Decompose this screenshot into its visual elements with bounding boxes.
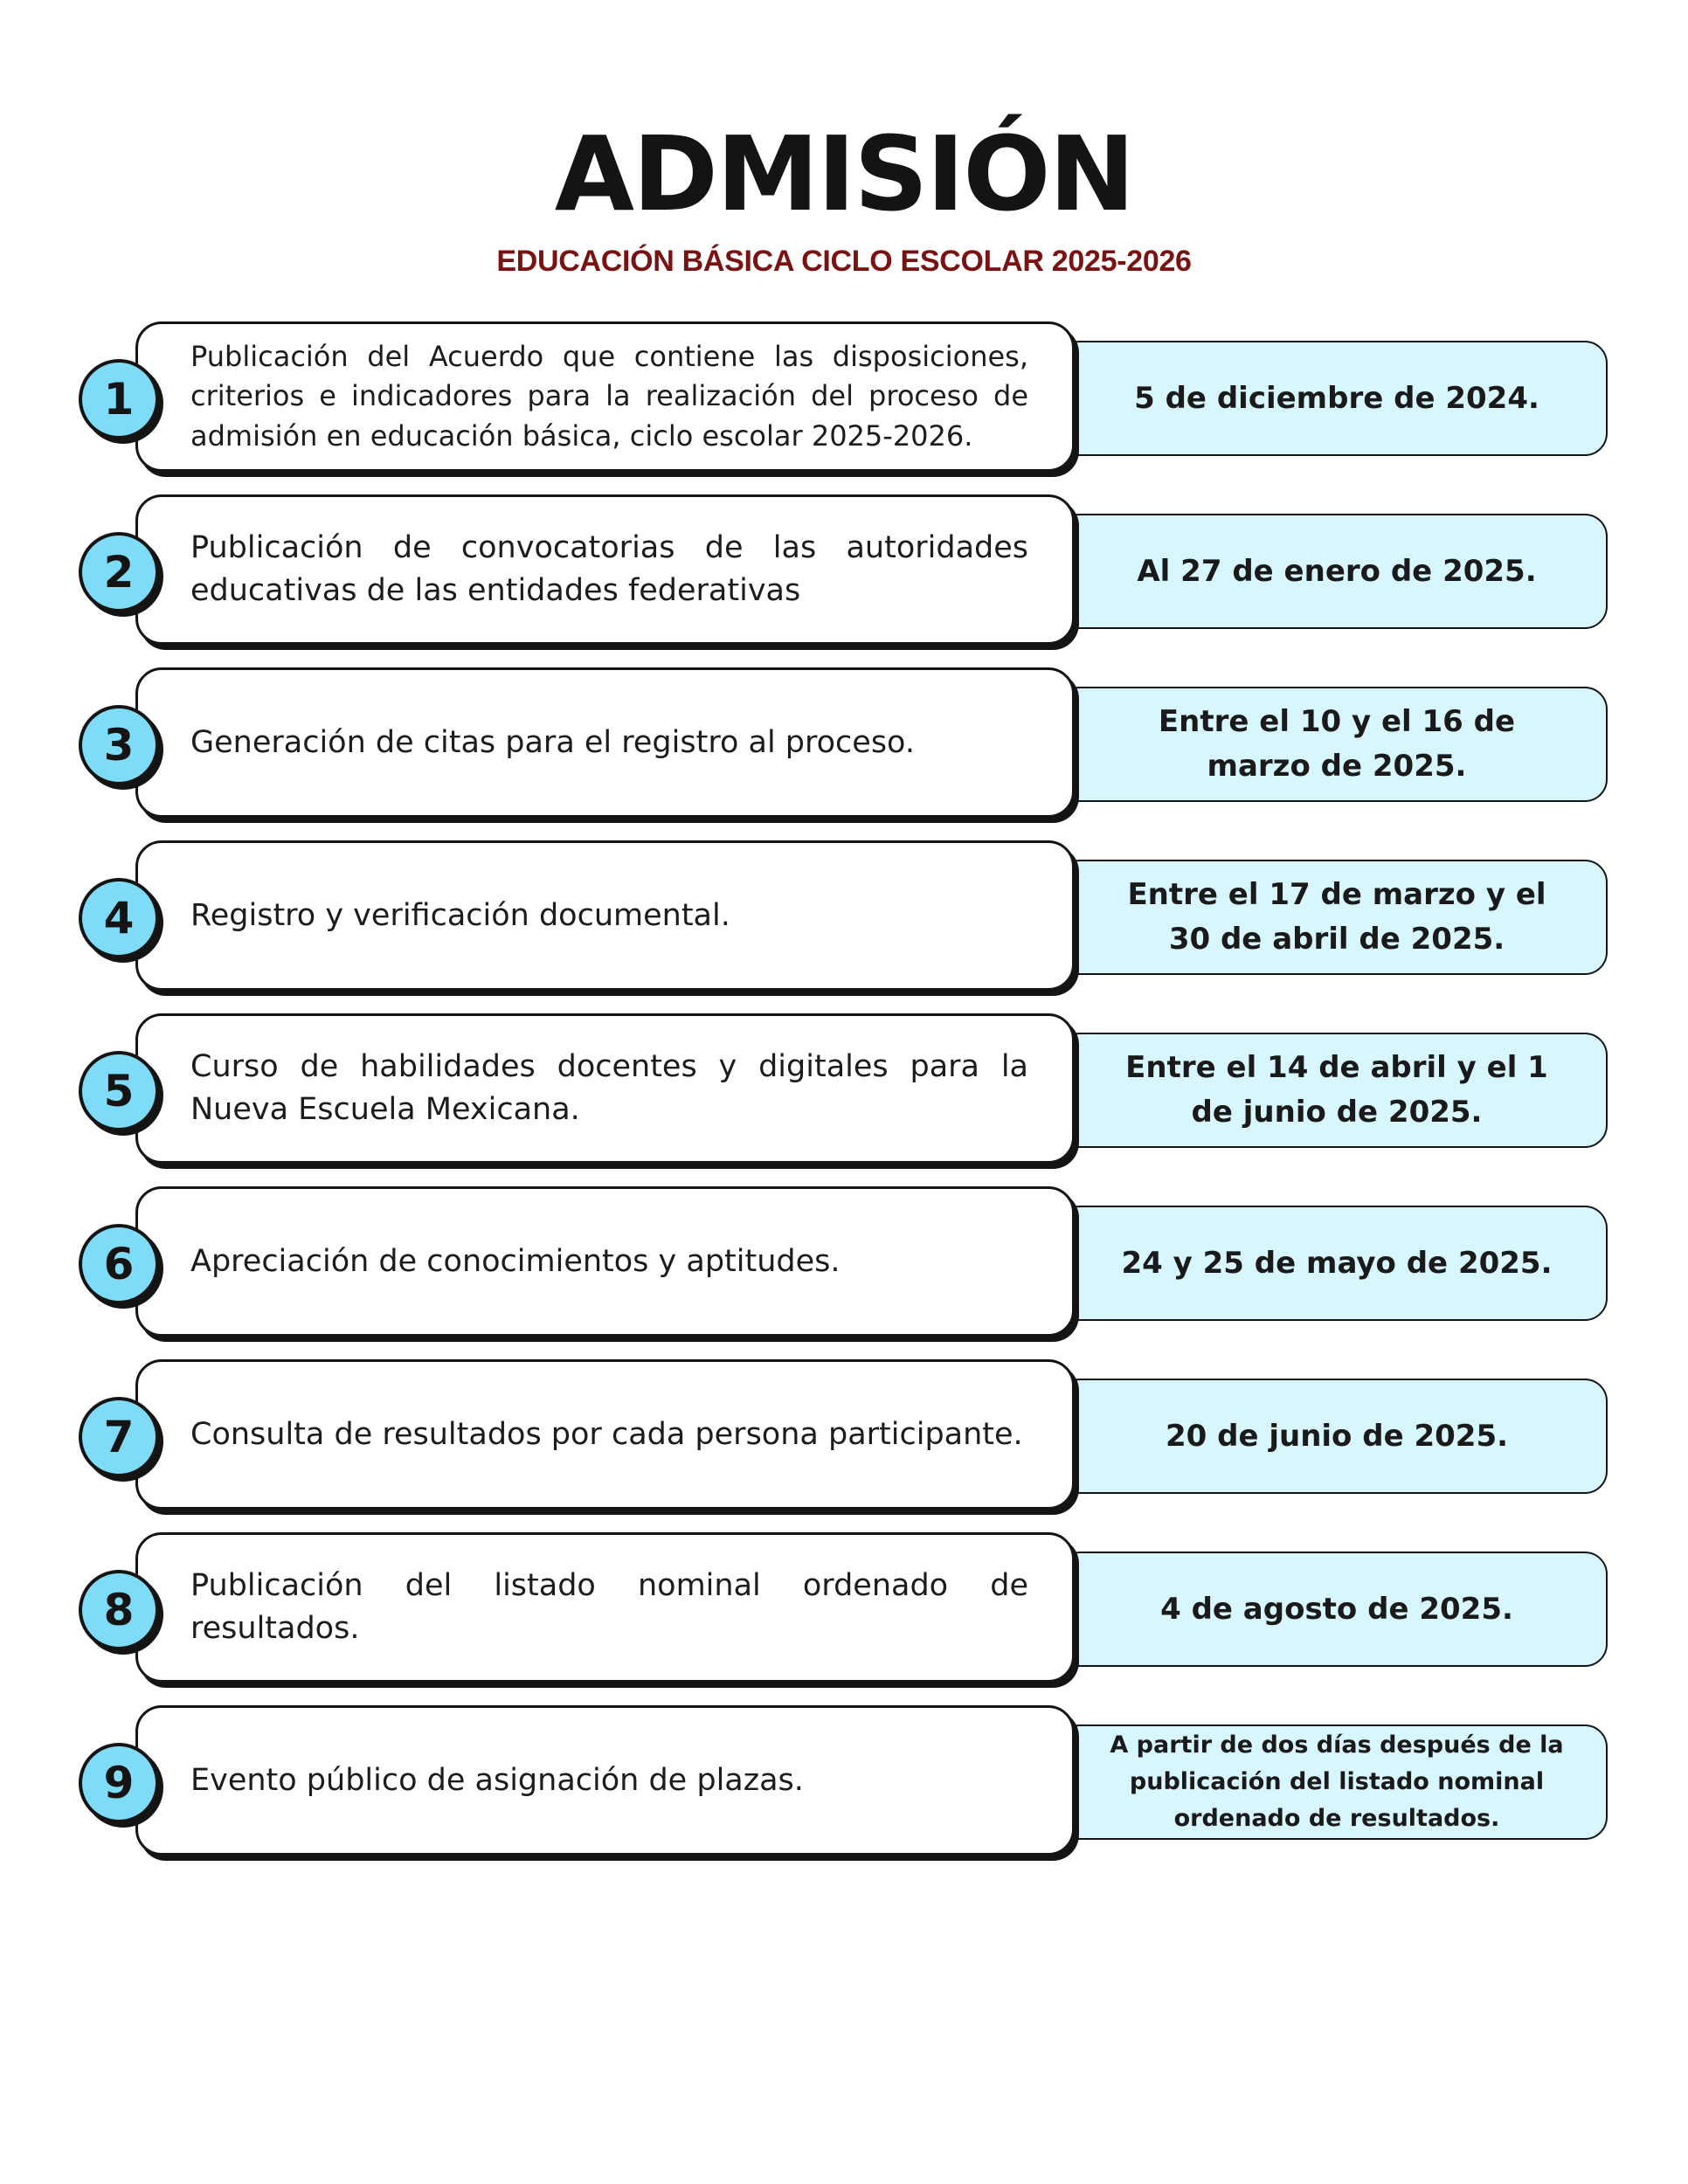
step-description-card [135,1359,1075,1510]
step-number-badge: 3 [79,705,159,785]
step-description: Publicación del listado nominal ordenado de resultados. [190,1568,1028,1646]
page-title: ADMISIÓN [554,114,1134,234]
page-subtitle: EDUCACIÓN BÁSICA CICLO ESCOLAR 2025-2026 [496,245,1192,278]
step-description: Registro y verificación documental. [190,897,730,933]
step-date-card [1057,1552,1608,1667]
step-description-card [135,1532,1075,1683]
step-description: Publicación de convocatorias de las autoridades educativas de las entidades federativas [190,530,1028,608]
timeline-step-6 [0,1186,1688,1352]
timeline-step-5 [0,1013,1688,1179]
timeline-step-3 [0,667,1688,833]
timeline-step-9 [0,1705,1688,1871]
step-date: 20 de junio de 2025. [1165,1418,1509,1454]
step-date-card [1057,341,1608,456]
step-date: 24 y 25 de mayo de 2025. [1121,1245,1553,1281]
step-description: Consulta de resultados por cada persona participante. [190,1416,1023,1452]
timeline-step-4 [0,840,1688,1006]
step-description: Generación de citas para el registro al proceso. [190,724,915,760]
step-description: Apreciación de conocimientos y aptitudes. [190,1243,841,1279]
step-number-badge: 4 [79,878,159,958]
step-date-card [1057,1033,1608,1148]
step-date-card [1057,687,1608,802]
step-number-badge: 9 [79,1743,159,1823]
step-description-card [135,667,1075,818]
step-date: Entre el 10 y el 16 de marzo de 2025. [1158,704,1516,784]
step-number-badge: 1 [79,359,159,439]
step-description: Evento público de asignación de plazas. [190,1762,804,1798]
timeline-step-1 [0,321,1688,487]
step-date-card [1057,860,1608,975]
step-number-badge: 2 [79,532,159,612]
step-description: Curso de habilidades docentes y digitales para la Nueva Escuela Mexicana. [190,1049,1028,1127]
step-description: Publicación del Acuerdo que contiene las disposiciones, criterios e indicadores para la realización del proceso de admisión en educación básica, ciclo escolar 2025-2026. [190,339,1028,453]
step-description-card [135,1705,1075,1856]
step-description-card [135,494,1075,645]
step-date-card [1057,1724,1608,1840]
step-number-badge: 7 [79,1397,159,1477]
step-date: Al 27 de enero de 2025. [1137,553,1537,589]
step-number-badge: 6 [79,1224,159,1304]
step-date: 5 de diciembre de 2024. [1134,380,1539,416]
step-number-badge: 5 [79,1051,159,1131]
timeline-step-2 [0,494,1688,660]
step-description-card [135,840,1075,991]
step-date-card [1057,1206,1608,1321]
step-description-card [135,1186,1075,1337]
step-date-card [1057,514,1608,629]
step-date-card [1057,1379,1608,1494]
step-date: Entre el 17 de marzo y el 30 de abril de 2025. [1127,877,1546,957]
step-date: A partir de dos días después de la publicación del listado nominal ordenado de resultados. [1110,1731,1564,1832]
timeline-step-8 [0,1532,1688,1698]
step-number-badge: 8 [79,1570,159,1650]
step-date: 4 de agosto de 2025. [1160,1591,1513,1627]
step-description-card [135,1013,1075,1164]
step-description-card [135,321,1075,472]
timeline-step-7 [0,1359,1688,1525]
step-date: Entre el 14 de abril y el 1 de junio de 2025. [1125,1050,1548,1130]
